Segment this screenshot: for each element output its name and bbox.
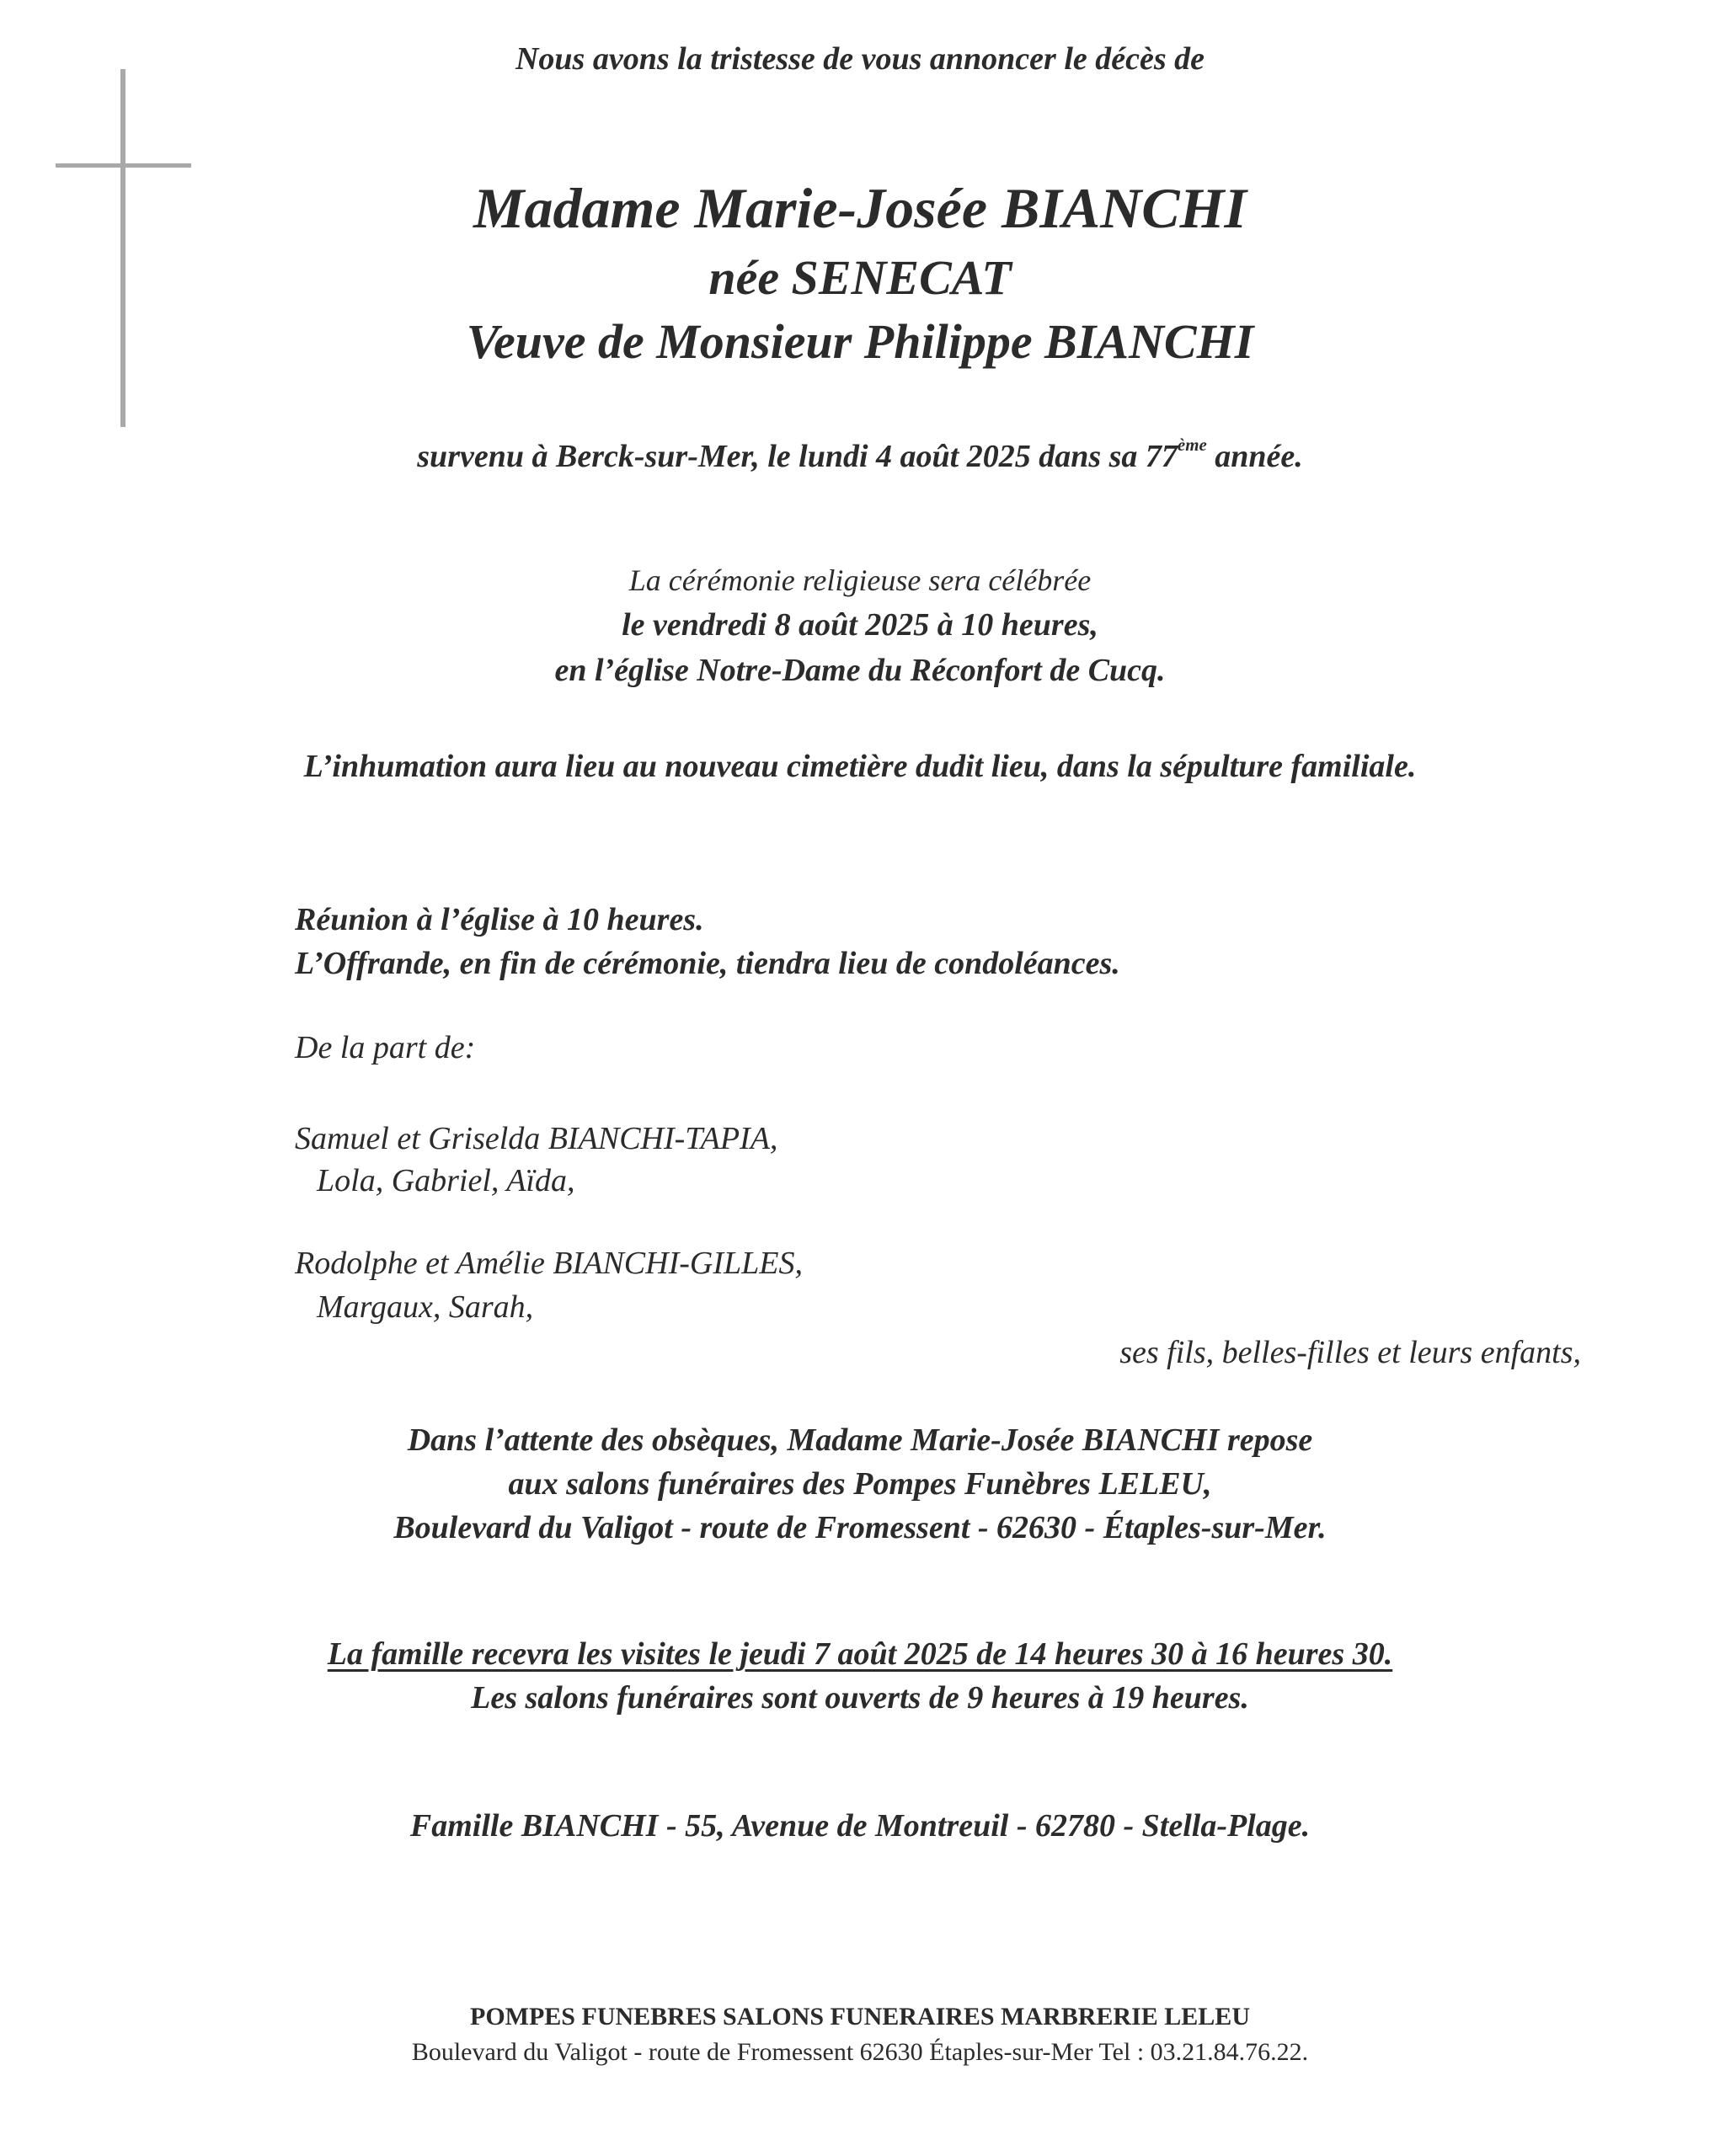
family-2-parents: Rodolphe et Amélie BIANCHI-GILLES, [295,1246,803,1281]
deceased-name: Madame Marie-Josée BIANCHI [473,176,1247,240]
burial-text: L’inhumation aura lieu au nouveau cimetière dudit lieu, dans la sépulture familiale. [303,749,1417,784]
footer-company: POMPES FUNEBRES SALONS FUNERAIRES MARBRERIE LELEU [470,2003,1250,2031]
ceremony-date: le vendredi 8 août 2025 à 10 heures, [622,607,1098,643]
from-label: De la part de: [295,1030,476,1065]
family-relation: ses fils, belles-filles et leurs enfants, [1119,1335,1581,1370]
family-address: Famille BIANCHI - 55, Avenue de Montreuil - 62780 - Stella-Plage. [409,1808,1311,1844]
death-ordinal-suffix: ème [1177,435,1207,456]
rest-line-2: aux salons funéraires des Pompes Funèbres LELEU, [508,1466,1212,1502]
visits-underlined: La famille recevra les visites le jeudi 7 août 2025 de 14 heures 30 à 16 heures 30. [327,1636,1393,1672]
ceremony-line-1: La cérémonie religieuse sera célébrée [628,563,1092,597]
family-1-children: Lola, Gabriel, Aïda, [317,1163,575,1198]
family-2-children: Margaux, Sarah, [317,1289,534,1325]
ceremony-church: en l’église Notre-Dame du Réconfort de Cucq. [554,653,1166,688]
cross-horizontal-bar [56,163,191,168]
deceased-maiden-name: née SENECAT [708,250,1012,305]
visits-line-2: Les salons funéraires sont ouverts de 9 heures à 19 heures. [471,1680,1249,1716]
cross-vertical-bar [120,69,126,427]
visits-line-1 [0,1636,1720,1673]
rest-line-1: Dans l’attente des obsèques, Madame Marie-Josée BIANCHI repose [407,1422,1313,1458]
meeting-line-1: Réunion à l’église à 10 heures. [295,902,704,937]
death-announcement [0,435,1720,475]
death-end: année. [1206,439,1303,474]
intro-text: Nous avons la tristesse de vous annoncer le décès de [515,41,1205,77]
death-text: survenu à Berck-sur-Mer, le lundi 4 août 2025 dans sa 77 [417,439,1178,474]
rest-line-3: Boulevard du Valigot - route de Fromessent - 62630 - Étaples-sur-Mer. [393,1510,1327,1545]
meeting-line-2: L’Offrande, en fin de cérémonie, tiendra lieu de condoléances. [295,946,1120,981]
family-1-parents: Samuel et Griselda BIANCHI-TAPIA, [295,1121,778,1156]
deceased-widow-of: Veuve de Monsieur Philippe BIANCHI [466,314,1254,369]
footer-address: Boulevard du Valigot - route de Fromessent 62630 Étaples-sur-Mer Tel : 03.21.84.76.22. [411,2038,1309,2066]
